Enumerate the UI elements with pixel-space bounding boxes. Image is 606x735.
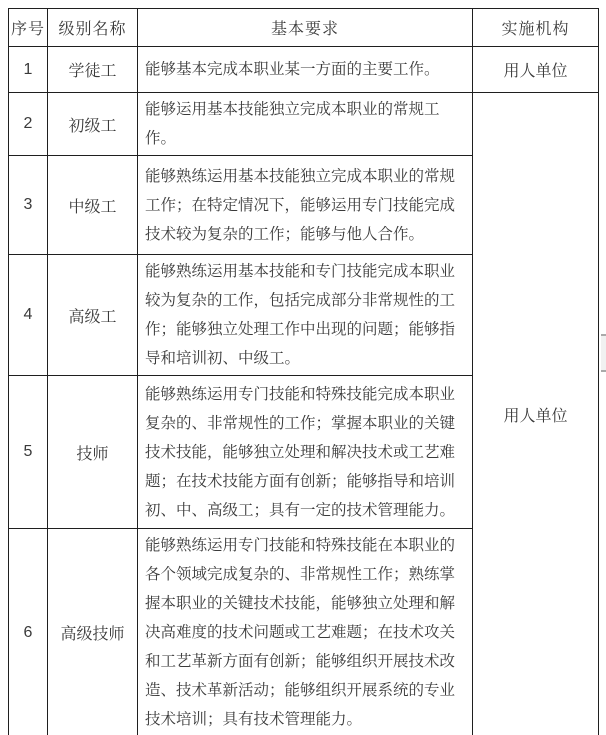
row-2-level: 初级工 [48, 93, 138, 156]
row-5-requirement: 能够熟练运用专门技能和特殊技能完成本职业复杂的、非常规性的工作；掌握本职业的关键技术技能，能够独立处理和解决技术或工艺难题；在技术技能方面有创新；能够指导和培训初、中、高级工；具有一定的技术管理能力。 [138, 376, 473, 529]
row-2-no: 2 [9, 93, 48, 156]
row-5-level: 技师 [48, 376, 138, 529]
scrollbar-thumb[interactable] [601, 334, 606, 372]
row-1-no: 1 [9, 47, 48, 93]
row-4-level: 高级工 [48, 255, 138, 376]
row-6-no: 6 [9, 529, 48, 735]
row-3-level: 中级工 [48, 156, 138, 255]
row-4-no: 4 [9, 255, 48, 376]
table-row [9, 93, 599, 156]
row-1-level: 学徒工 [48, 47, 138, 93]
header-basic-requirement: 基本要求 [138, 9, 473, 47]
header-no: 序号 [9, 9, 48, 47]
row-3-no: 3 [9, 156, 48, 255]
header-level-name: 级别名称 [48, 9, 138, 47]
row-5-no: 5 [9, 376, 48, 529]
skill-grade-table [8, 8, 599, 735]
merged-agency-cell: 用人单位 [473, 93, 599, 735]
row-1-requirement: 能够基本完成本职业某一方面的主要工作。 [138, 47, 473, 93]
row-1-agency: 用人单位 [473, 47, 599, 93]
row-6-requirement: 能够熟练运用专门技能和特殊技能在本职业的各个领域完成复杂的、非常规性工作；熟练掌握本职业的关键技术技能，能够独立处理和解决高难度的技术问题或工艺难题；在技术攻关和工艺革新方面有创新；能够组织开展技术改造、技术革新活动；能够组织开展系统的专业技术培训；具有技术管理能力。 [138, 529, 473, 735]
row-4-requirement: 能够熟练运用基本技能和专门技能完成本职业较为复杂的工作，包括完成部分非常规性的工作；能够独立处理工作中出现的问题；能够指导和培训初、中级工。 [138, 255, 473, 376]
table-header-row [9, 9, 599, 47]
table-row [9, 47, 599, 93]
header-implementing-agency: 实施机构 [473, 9, 599, 47]
row-6-level: 高级技师 [48, 529, 138, 735]
row-2-requirement: 能够运用基本技能独立完成本职业的常规工作。 [138, 93, 473, 156]
row-3-requirement: 能够熟练运用基本技能独立完成本职业的常规工作；在特定情况下，能够运用专门技能完成技术较为复杂的工作；能够与他人合作。 [138, 156, 473, 255]
